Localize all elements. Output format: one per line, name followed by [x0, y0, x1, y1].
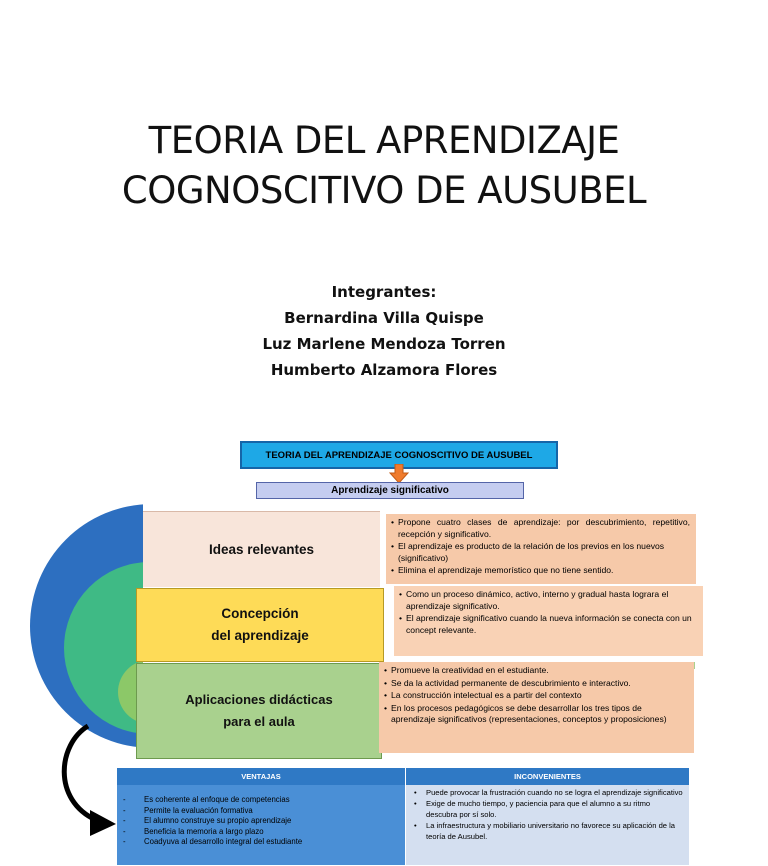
header-ventajas: VENTAJAS: [117, 768, 406, 785]
list-item: - Permite la evaluación formativa: [123, 806, 401, 817]
list-item: - Beneficia la memoria a largo plazo: [123, 827, 401, 838]
band-aplicaciones: [136, 663, 382, 759]
page-title: [0, 116, 768, 216]
list-item: • Promueve la creatividad en el estudiante.: [391, 665, 688, 677]
band-label-line-1: Aplicaciones didácticas: [185, 692, 333, 707]
info-box-aplicaciones: [379, 662, 694, 753]
info-box-ideas: [386, 514, 696, 584]
list-item: - El alumno construye su propio aprendizaje: [123, 816, 401, 827]
table-row: [117, 785, 689, 865]
subtitle-box: Aprendizaje significativo: [256, 482, 524, 499]
list-item: • Puede provocar la frustración cuando no se logra el aprendizaje significativo: [414, 788, 683, 798]
band-label-line-2: para el aula: [223, 714, 295, 729]
table-header-row: [117, 768, 689, 785]
member-2: Luz Marlene Mendoza Torren: [262, 335, 506, 353]
band-label-line-1: Concepción: [221, 606, 299, 621]
list-item: • El aprendizaje es producto de la relación de los previos en los nuevos (significativo): [398, 541, 690, 564]
list-item: • La infraestructura y mobiliario universitario no favorece su aplicación de la teoría de Ausubel.: [414, 821, 683, 842]
title-line-2: COGNOSCITIVO DE AUSUBEL: [121, 169, 647, 212]
members-heading: Integrantes:: [331, 283, 437, 301]
band-label-line-2: del aprendizaje: [211, 628, 309, 643]
list-item: • Elimina el aprendizaje memorístico que no tiene sentido.: [398, 565, 690, 577]
band-concepcion: [136, 588, 384, 662]
diagram-title-box: TEORIA DEL APRENDIZAJE COGNOSCITIVO DE AUSUBEL: [240, 441, 558, 469]
title-line-1: TEORIA DEL APRENDIZAJE: [148, 119, 620, 162]
inconvenientes-list: [406, 785, 689, 865]
list-item: • El aprendizaje significativo cuando la nueva información se conecta con un concept relevante.: [406, 613, 697, 636]
member-3: Humberto Alzamora Flores: [270, 361, 498, 379]
pros-cons-table: [117, 768, 689, 865]
list-item: • La construcción intelectual es a partir del contexto: [391, 690, 688, 702]
band-label: Ideas relevantes: [208, 541, 315, 557]
info-box-concepcion: [394, 586, 703, 656]
curved-arrow-icon: [50, 720, 120, 840]
band-ideas-relevantes: [143, 511, 380, 587]
list-item: - Coadyuva al desarrollo integral del estudiante: [123, 837, 401, 848]
down-arrow-icon: [389, 464, 409, 484]
ventajas-list: [117, 785, 406, 865]
list-item: • Como un proceso dinámico, activo, interno y gradual hasta lograra el aprendizaje significativo.: [406, 589, 697, 612]
list-item: • Se da la actividad permanente de descubrimiento e interactivo.: [391, 678, 688, 690]
list-item: • Exige de mucho tiempo, y paciencia para que el alumno a su ritmo descubra por sí solo.: [414, 799, 683, 820]
list-item: • En los procesos pedagógicos se debe desarrollar los tres tipos de aprendizaje significativos (representaciones, conceptos y proposiciones): [391, 703, 688, 726]
header-inconvenientes: INCONVENIENTES: [406, 768, 689, 785]
list-item: - Es coherente al enfoque de competencias: [123, 795, 401, 806]
member-1: Bernardina Villa Quispe: [284, 309, 484, 327]
list-item: • Propone cuatro clases de aprendizaje: por descubrimiento, repetitivo, recepción y significativo.: [398, 517, 690, 540]
members-list: [0, 279, 768, 383]
